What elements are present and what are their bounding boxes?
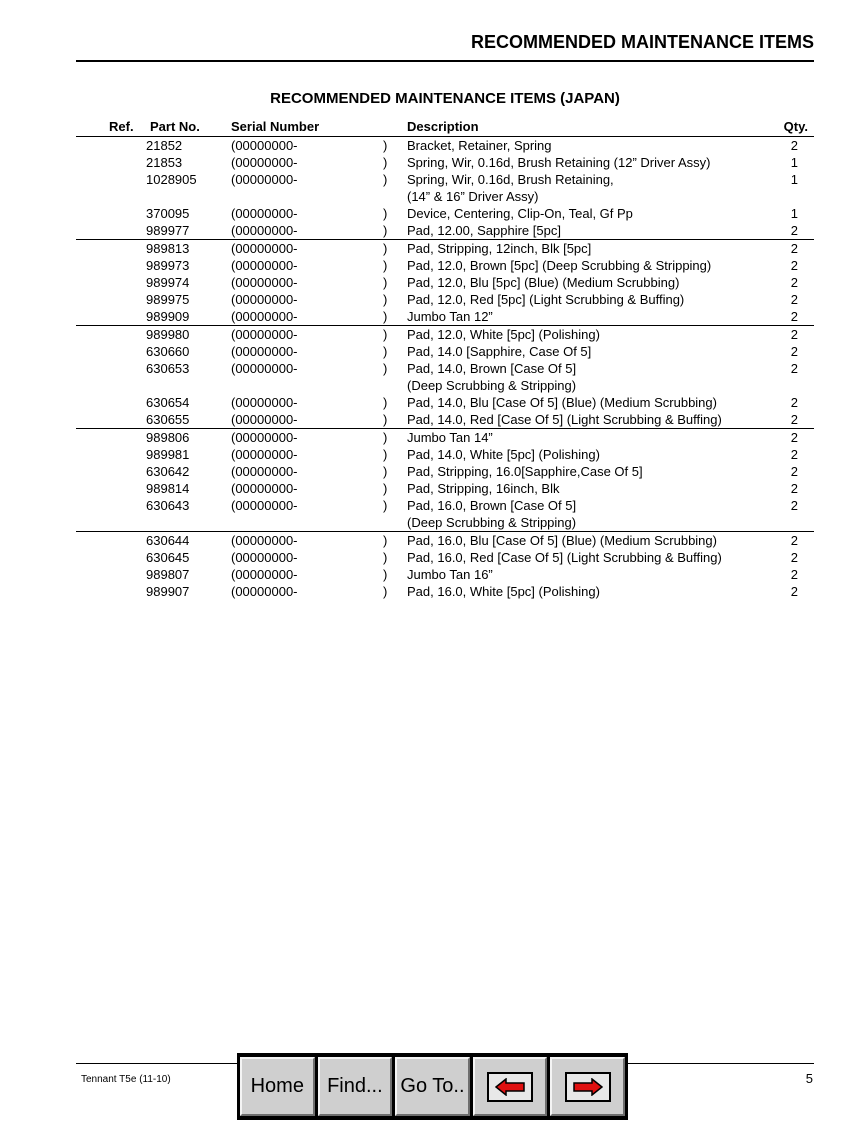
part-number: 21853 [146,155,183,170]
page-header [76,30,814,62]
serial-close-paren: ) [383,327,388,342]
serial-number: (00000000- [231,172,298,187]
table-row [76,429,814,446]
serial-close-paren: ) [383,584,388,599]
description [407,429,787,446]
previous-page-button[interactable] [473,1057,548,1116]
table-row [76,326,814,343]
serial-close-paren: ) [383,395,388,410]
serial-number: (00000000- [231,395,298,410]
description-line: Bracket, Retainer, Spring [407,138,552,153]
header-description: Description [407,119,479,134]
description-line: Pad, 16.0, Brown [Case Of 5] [407,498,577,513]
arrow-left-icon [487,1072,533,1102]
table-row [76,497,814,531]
quantity: 2 [790,567,798,582]
description [407,411,787,428]
serial-close-paren: ) [383,550,388,565]
description-line: Pad, 12.0, White [5pc] (Polishing) [407,327,600,342]
description [407,394,787,411]
quantity: 1 [790,155,798,170]
description-line: Pad, Stripping, 12inch, Blk [5pc] [407,241,592,256]
home-button[interactable]: Home [240,1057,315,1116]
part-number: 989814 [146,481,190,496]
description [407,566,787,583]
serial-close-paren: ) [383,241,388,256]
description-line: Jumbo Tan 14” [407,430,493,445]
description-line: Pad, Stripping, 16.0[Sapphire,Case Of 5] [407,464,643,479]
row-group [76,532,814,600]
part-number: 989807 [146,567,190,582]
table-row [76,360,814,394]
description-line: Spring, Wir, 0.16d, Brush Retaining, [407,172,614,187]
part-number: 989973 [146,258,190,273]
serial-close-paren: ) [383,567,388,582]
table-row [76,446,814,463]
description [407,240,787,257]
description [407,291,787,308]
quantity: 2 [790,533,798,548]
part-number: 21852 [146,138,183,153]
quantity: 2 [790,550,798,565]
header-part-no: Part No. [150,119,200,134]
serial-number: (00000000- [231,206,298,221]
table-row [76,240,814,257]
serial-close-paren: ) [383,309,388,324]
description-line: Pad, 16.0, White [5pc] (Polishing) [407,584,600,599]
table-row [76,566,814,583]
quantity: 2 [790,309,798,324]
quantity: 2 [790,498,798,513]
description [407,257,787,274]
table-row [76,154,814,171]
serial-number: (00000000- [231,258,298,273]
description [407,532,787,549]
serial-close-paren: ) [383,412,388,427]
description [407,497,787,531]
table-row [76,308,814,325]
serial-number: (00000000- [231,292,298,307]
description-line: (Deep Scrubbing & Stripping) [407,515,577,530]
serial-close-paren: ) [383,430,388,445]
arrow-right-icon [565,1072,611,1102]
description-line: Pad, 14.0, White [5pc] (Polishing) [407,447,600,462]
table-row [76,171,814,205]
serial-number: (00000000- [231,567,298,582]
quantity: 2 [790,241,798,256]
description-line: Jumbo Tan 16” [407,567,493,582]
serial-close-paren: ) [383,464,388,479]
description-line: Pad, 12.00, Sapphire [5pc] [407,223,561,238]
header-qty: Qty. [783,119,808,134]
serial-close-paren: ) [383,223,388,238]
goto-button[interactable]: Go To.. [395,1057,470,1116]
part-number: 630644 [146,533,190,548]
quantity: 2 [790,275,798,290]
find-button[interactable]: Find... [318,1057,393,1116]
table-row [76,411,814,428]
quantity: 2 [790,223,798,238]
serial-close-paren: ) [383,447,388,462]
table-row [76,532,814,549]
navigation-bar [237,1053,628,1120]
description [407,463,787,480]
serial-close-paren: ) [383,498,388,513]
description-line: Spring, Wir, 0.16d, Brush Retaining (12” Driver Assy) [407,155,711,170]
description-line: Pad, 12.0, Blu [5pc] (Blue) (Medium Scrubbing) [407,275,680,290]
part-number: 1028905 [146,172,197,187]
section-title: RECOMMENDED MAINTENANCE ITEMS (JAPAN) [270,90,620,107]
serial-number: (00000000- [231,361,298,376]
serial-number: (00000000- [231,155,298,170]
serial-close-paren: ) [383,275,388,290]
description [407,360,787,394]
description [407,343,787,360]
part-number: 370095 [146,206,190,221]
description [407,171,787,205]
serial-close-paren: ) [383,361,388,376]
quantity: 2 [790,138,798,153]
quantity: 2 [790,327,798,342]
table-row [76,583,814,600]
table-row [76,291,814,308]
footer-doc-label: Tennant T5e (11-10) [81,1074,171,1085]
quantity: 2 [790,258,798,273]
quantity: 2 [790,361,798,376]
description-line: Pad, 16.0, Blu [Case Of 5] (Blue) (Medium Scrubbing) [407,533,717,548]
part-number: 989980 [146,327,190,342]
serial-close-paren: ) [383,344,388,359]
quantity: 2 [790,430,798,445]
quantity: 2 [790,344,798,359]
description-line: Pad, 14.0 [Sapphire, Case Of 5] [407,344,592,359]
description [407,583,787,600]
part-number: 989806 [146,430,190,445]
header-ref: Ref. [109,119,134,134]
row-group [76,240,814,326]
quantity: 1 [790,206,798,221]
serial-number: (00000000- [231,309,298,324]
serial-close-paren: ) [383,533,388,548]
table-row [76,137,814,154]
serial-number: (00000000- [231,464,298,479]
part-number: 630660 [146,344,190,359]
page-number: 5 [805,1071,813,1086]
description [407,308,787,325]
quantity: 2 [790,395,798,410]
serial-number: (00000000- [231,533,298,548]
header-title: RECOMMENDED MAINTENANCE ITEMS [470,32,814,52]
quantity: 2 [790,584,798,599]
serial-number: (00000000- [231,344,298,359]
next-page-button[interactable] [550,1057,625,1116]
table-body [76,137,814,600]
part-number: 630643 [146,498,190,513]
table-row [76,343,814,360]
row-group [76,137,814,240]
header-serial-number: Serial Number [231,119,320,134]
description-line: Pad, 16.0, Red [Case Of 5] (Light Scrubbing & Buffing) [407,550,722,565]
description-line: Device, Centering, Clip-On, Teal, Gf Pp [407,206,633,221]
serial-close-paren: ) [383,138,388,153]
table-row [76,205,814,222]
description-line: (Deep Scrubbing & Stripping) [407,378,577,393]
part-number: 630645 [146,550,190,565]
footer-rule-left [76,1063,238,1064]
table-row [76,222,814,239]
serial-number: (00000000- [231,275,298,290]
description [407,154,787,171]
table-row [76,394,814,411]
part-number: 989907 [146,584,190,599]
quantity: 1 [790,172,798,187]
description-line: Pad, Stripping, 16inch, Blk [407,481,560,496]
table-header [76,119,814,137]
description-line: Pad, 12.0, Brown [5pc] (Deep Scrubbing & Stripping) [407,258,712,273]
part-number: 989813 [146,241,190,256]
part-number: 630642 [146,464,190,479]
serial-close-paren: ) [383,172,388,187]
description [407,326,787,343]
serial-close-paren: ) [383,292,388,307]
serial-number: (00000000- [231,447,298,462]
serial-number: (00000000- [231,430,298,445]
serial-number: (00000000- [231,584,298,599]
description-line: (14” & 16” Driver Assy) [407,189,539,204]
part-number: 989981 [146,447,190,462]
part-number: 989909 [146,309,190,324]
table-row [76,463,814,480]
part-number: 630654 [146,395,190,410]
description-line: Pad, 14.0, Brown [Case Of 5] [407,361,577,376]
serial-close-paren: ) [383,206,388,221]
quantity: 2 [790,412,798,427]
description-line: Jumbo Tan 12” [407,309,493,324]
serial-number: (00000000- [231,223,298,238]
serial-number: (00000000- [231,498,298,513]
description-line: Pad, 14.0, Blu [Case Of 5] (Blue) (Medium Scrubbing) [407,395,717,410]
description [407,480,787,497]
table-row [76,257,814,274]
part-number: 630653 [146,361,190,376]
serial-number: (00000000- [231,327,298,342]
serial-close-paren: ) [383,155,388,170]
quantity: 2 [790,481,798,496]
description-line: Pad, 14.0, Red [Case Of 5] (Light Scrubbing & Buffing) [407,412,722,427]
serial-number: (00000000- [231,481,298,496]
table-row [76,480,814,497]
serial-number: (00000000- [231,241,298,256]
part-number: 989975 [146,292,190,307]
description-line: Pad, 12.0, Red [5pc] (Light Scrubbing & Buffing) [407,292,685,307]
row-group [76,326,814,429]
quantity: 2 [790,447,798,462]
description [407,549,787,566]
part-number: 989977 [146,223,190,238]
part-number: 630655 [146,412,190,427]
description [407,446,787,463]
serial-close-paren: ) [383,481,388,496]
quantity: 2 [790,464,798,479]
row-group [76,429,814,532]
description [407,137,787,154]
serial-number: (00000000- [231,412,298,427]
serial-number: (00000000- [231,550,298,565]
table-row [76,274,814,291]
description [407,274,787,291]
description [407,222,787,239]
quantity: 2 [790,292,798,307]
serial-close-paren: ) [383,258,388,273]
table-row [76,549,814,566]
parts-table [76,119,814,600]
part-number: 989974 [146,275,190,290]
description [407,205,787,222]
footer-rule-right [628,1063,814,1064]
serial-number: (00000000- [231,138,298,153]
